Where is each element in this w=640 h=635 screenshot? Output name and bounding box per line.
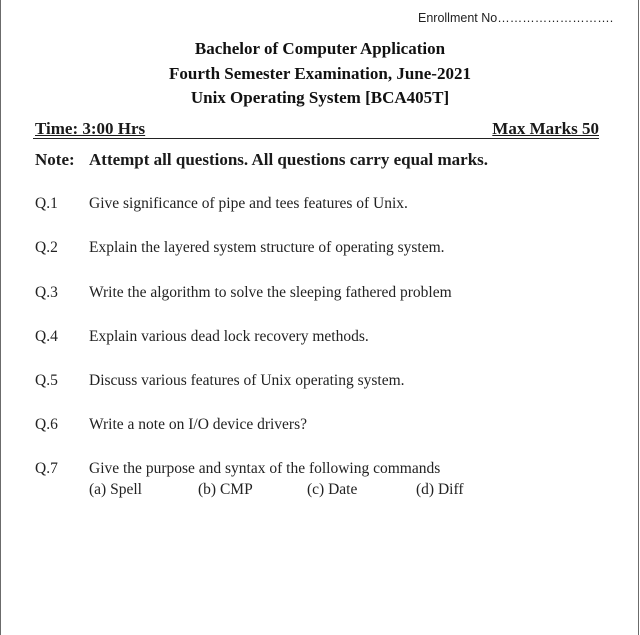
question-text: Explain various dead lock recovery methods.: [89, 328, 369, 345]
max-marks-label: Max Marks 50: [492, 119, 599, 138]
instructions-note: [35, 150, 488, 170]
question-text: Explain the layered system structure of operating system.: [89, 239, 445, 256]
question-text: Write the algorithm to solve the sleeping fathered problem: [89, 284, 452, 301]
q7-option-c: (c) Date: [307, 481, 358, 498]
question-number: Q.4: [35, 328, 58, 345]
subject-title: Unix Operating System [BCA405T]: [190, 88, 450, 107]
question-number: Q.2: [35, 239, 58, 256]
question-number: Q.5: [35, 372, 58, 389]
question-text: Give the purpose and syntax of the following commands: [89, 460, 441, 477]
question-number: Q.6: [35, 416, 58, 433]
exam-title: Fourth Semester Examination, June-2021: [169, 64, 471, 83]
question-text: Give significance of pipe and tees features of Unix.: [89, 195, 408, 212]
question-number: Q.7: [35, 460, 58, 477]
time-marks-row: [33, 118, 599, 139]
time-label: Time: 3:00 Hrs: [35, 119, 146, 138]
enrollment-number-label: Enrollment No……………………….: [418, 11, 614, 25]
note-label: Note:: [35, 150, 75, 169]
q7-option-b: (b) CMP: [198, 481, 253, 498]
q7-option-d: (d) Diff: [416, 481, 464, 498]
question-text: Write a note on I/O device drivers?: [89, 416, 308, 433]
question-number: Q.3: [35, 284, 58, 301]
question-number: Q.1: [35, 195, 58, 212]
q7-option-a: (a) Spell: [89, 481, 142, 498]
degree-title: Bachelor of Computer Application: [194, 39, 446, 58]
question-text: Discuss various features of Unix operating system.: [89, 372, 405, 389]
note-text: Attempt all questions. All questions carry equal marks.: [89, 150, 489, 169]
